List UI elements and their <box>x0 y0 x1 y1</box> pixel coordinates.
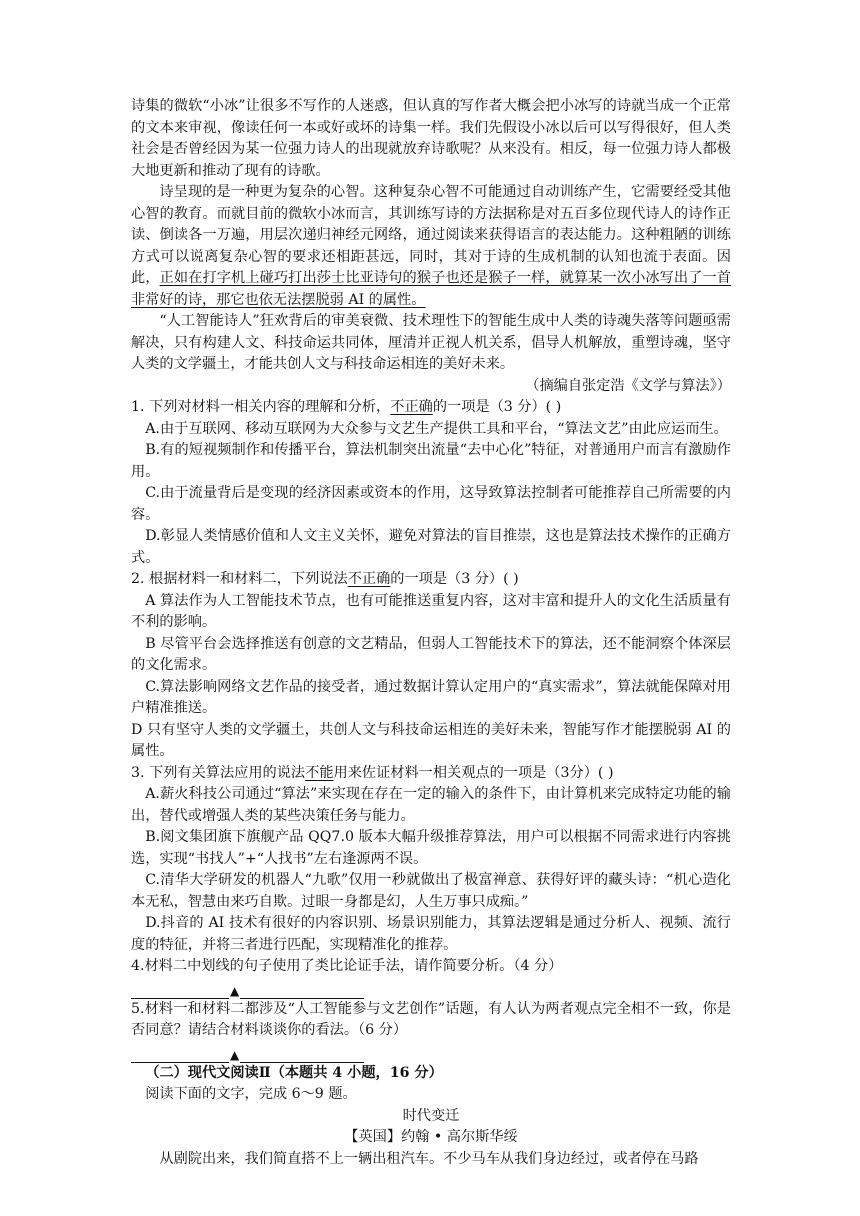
section-instruction: 阅读下面的文字，完成 6～9 题。 <box>145 1086 357 1102</box>
question-2-stem <box>131 569 731 591</box>
question-text: 用来佐证材料一相关观点的一项是（3分）( ) <box>333 764 614 781</box>
question-text: 3. 下列有关算法应用的说法 <box>131 764 306 781</box>
option-c: C.清华大学研发的机器人“九歌”仅用一秒就做出了极富禅意、获得好评的藏头诗：“机心造化本无私，智慧由来巧自欺。过眼一身都是幻，人生万事只成痴。” <box>131 872 731 910</box>
passage-text: 诗呈现的是一种更为复杂的心智。这种复杂心智不可能通过自动训练产生，它需要经受其他心智的教育。而就目前的微软小冰而言，其训练写诗的方法据称是对五百多位现代诗人的诗作正读、倒读各一万遍，用层次递归神经元网络，通过阅读来获得语言的表达能力。这种粗陋的训练方式可以说离复杂心智的要求还相距甚远，同时，其对于诗的生成机制的认知也流于表面。因此， <box>131 184 731 286</box>
story-paragraph: 从剧院出来，我们简直搭不上一辆出租汽车。不少马车从我们身边经过，或者停在马路 <box>159 1150 699 1167</box>
story-title: 时代变迁 <box>402 1107 460 1124</box>
question-text: 的一项是（3 分）( ) <box>390 571 519 587</box>
option-d: D.抖音的 AI 技术有很好的内容识别、场景识别能力，其算法逻辑是通过分析人、视频、流行度的特征，并将三者进行匹配，实现精准化的推荐。 <box>131 915 731 953</box>
emphasis-text: 不正确 <box>390 399 433 415</box>
option-b: B 尽管平台会选择推送有创意的文艺精品，但弱人工智能技术下的算法，还不能洞察个体深层的文化需求。 <box>131 635 731 673</box>
answer-line[interactable] <box>131 1042 731 1063</box>
emphasis-text: 不正确 <box>347 571 391 587</box>
answer-blank-right <box>240 982 364 999</box>
underlined-sentence: 正如在打字机上碰巧打出莎士比亚诗句的猴子也还是猴子一样，就算某一次小冰写出了一首非常好的诗，那它也依无法摆脱弱 AI 的属性。 <box>131 270 731 308</box>
option-c: C.算法影响网络文艺作品的接受者，通过数据计算认定用户的“真实需求”，算法就能保障对用户精准推送。 <box>131 678 731 716</box>
question-5-stem: 5.材料一和材料二都涉及“人工智能参与文艺创作”话题，有人认为两者观点完全相不一致，你是否同意？请结合材料谈谈你的看法。（6 分） <box>131 1000 731 1038</box>
document-body <box>131 96 731 1170</box>
passage-paragraph: “人工智能诗人”狂欢背后的审美衰微、技术理性下的智能生成中人类的诗魂失落等问题亟需解决，只有构建人文、科技命运共同体，厘清并正视人机关系，倡导人机解放，重塑诗魂，坚守人类的文学疆土，才能共创人文与科技命运相连的美好未来。 <box>131 313 731 372</box>
passage-paragraph <box>131 182 731 311</box>
option-b: B.阅文集团旗下旗舰产品 QQ7.0 版本大幅升级推荐算法，用户可以根据不同需求进行内容挑选，实现“书找人”+“人找书”左右逢源两不误。 <box>131 829 731 867</box>
question-text: 2. 根据材料一和材料二，下列说法 <box>131 571 348 587</box>
answer-line[interactable] <box>131 978 731 999</box>
triangle-marker-icon: ▲ <box>230 983 240 998</box>
option-a: A.由于互联网、移动互联网为大众参与文艺生产提供工具和平台，“算法文艺”由此应运而生。 <box>145 420 728 437</box>
option-b: B.有的短视频制作和传播平台，算法机制突出流量“去中心化”特征，对普通用户而言有激励作用。 <box>131 442 731 480</box>
question-text: 1. 下列对材料一相关内容的理解和分析， <box>131 399 391 415</box>
question-text: 的一项是（3 分）( ) <box>432 399 562 415</box>
question-1-stem <box>131 397 731 419</box>
story-author: 【英国】约翰 • 高尔斯华绥 <box>344 1129 518 1145</box>
answer-blank-left <box>131 982 229 999</box>
option-a: A 算法作为人工智能技术节点，也有可能推送重复内容，这对丰富和提升人的文化生活质量有不利的影响。 <box>131 592 731 630</box>
emphasis-text: 不能 <box>305 764 334 781</box>
answer-blank-right <box>240 1046 364 1063</box>
answer-blank-left <box>131 1046 229 1063</box>
passage-paragraph: 诗集的微软“小冰”让很多不写作的人迷惑，但认真的写作者大概会把小冰写的诗就当成一个正常的文本来审视，像读任何一本或好或坏的诗集一样。我们先假设小冰以后可以写得很好，但人类社会是否曾经因为某一位强力诗人的出现就放弃诗歌呢？从来没有。相反，每一位强力诗人都极大地更新和推动了现有的诗歌。 <box>131 98 731 179</box>
option-d: D 只有坚守人类的文学疆土，共创人文与科技命运相连的美好未来，智能写作才能摆脱弱 AI 的属性。 <box>131 721 731 759</box>
option-c: C.由于流量背后是变现的经济因素或资本的作用，这导致算法控制者可能推荐自己所需要的内容。 <box>131 485 731 523</box>
option-a: A.薪火科技公司通过“算法”来实现在存在一定的输入的条件下，由计算机来完成特定功能的输出，替代或增强人类的某些决策任务与能力。 <box>131 786 731 824</box>
question-4-stem: 4.材料二中划线的句子使用了类比论证手法，请作简要分析。（4 分） <box>131 958 563 974</box>
section-heading: （二）现代文阅读Ⅱ（本题共 4 小题，16 分） <box>145 1064 443 1081</box>
source-citation: （摘编自张定浩《文学与算法》） <box>525 377 731 394</box>
triangle-marker-icon: ▲ <box>230 1047 240 1062</box>
question-3-stem <box>131 763 731 785</box>
option-d: D.彰显人类情感价值和人文主义关怀，避免对算法的盲目推崇，这也是算法技术操作的正确方式。 <box>131 528 731 566</box>
